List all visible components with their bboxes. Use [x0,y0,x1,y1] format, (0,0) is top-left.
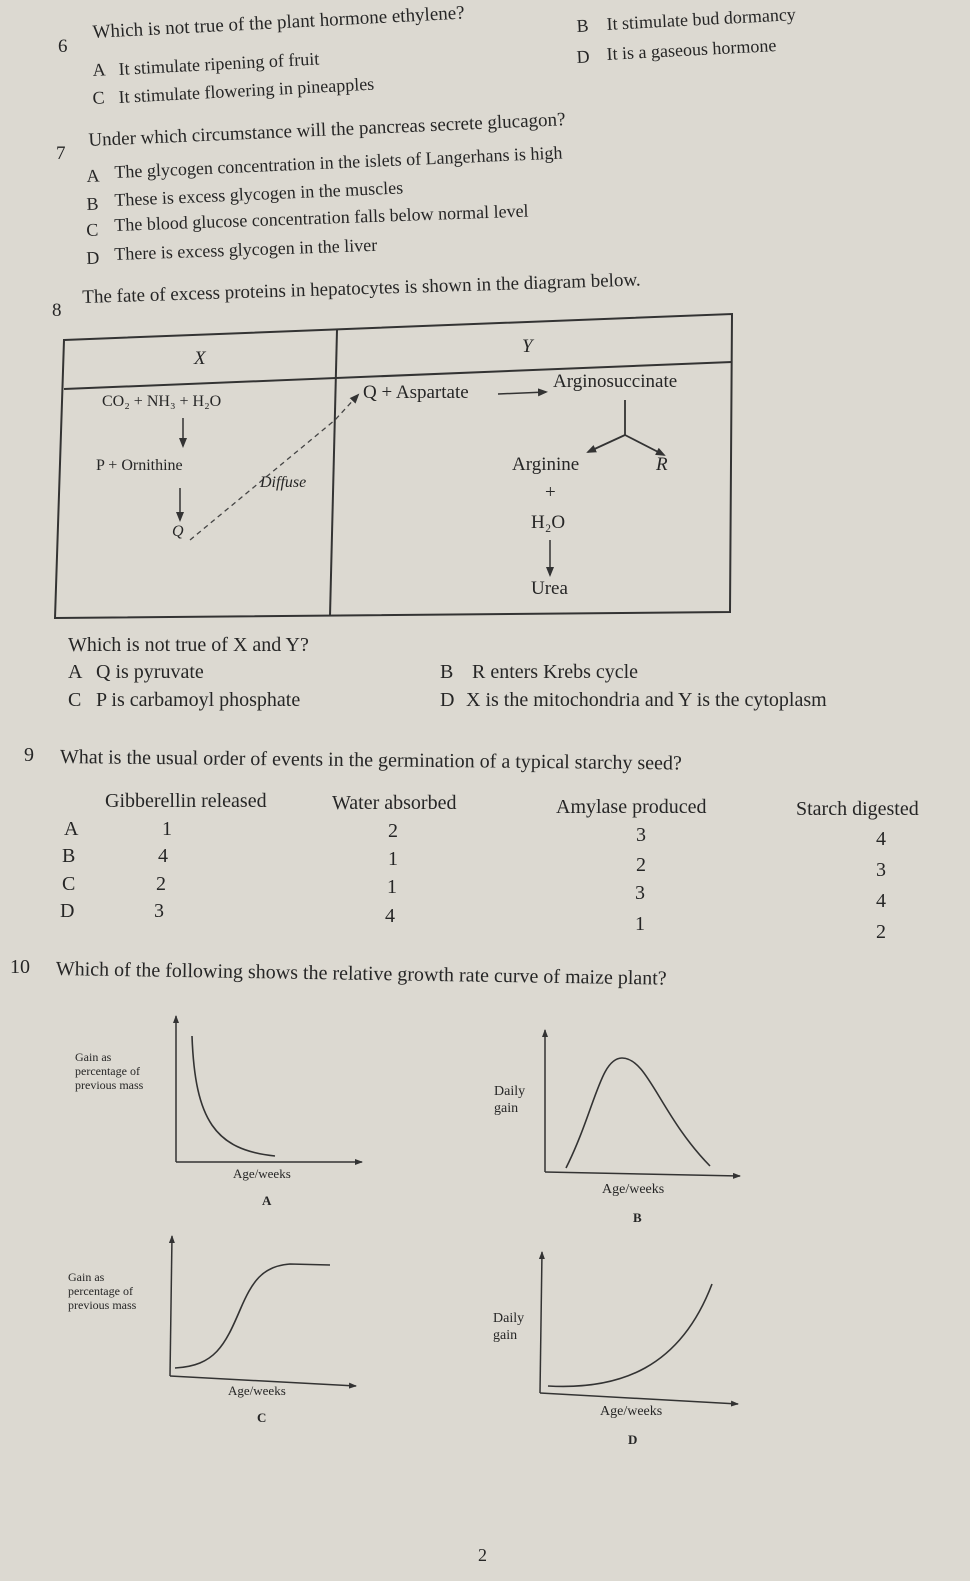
cell-value: 4 [876,890,886,912]
graph-b-curve [566,1058,710,1168]
option-text: X is the mitochondria and Y is the cytoplasm [466,689,827,711]
question-number: 9 [24,744,34,766]
diffuse-label: Diffuse [260,474,307,491]
graph-c-ylabel: Gain as percentage of previous mass [68,1270,137,1312]
option-letter: A [92,59,107,80]
growth-graphs [0,990,970,1460]
graph-a-curve [192,1036,275,1156]
graph-a-letter: A [262,1193,272,1208]
cell-value: 3 [636,824,646,846]
reactants-label: CO₂ + NH₃ + H₂O [102,393,222,410]
row-letter: B [62,845,76,867]
graph-d-letter: D [628,1432,638,1447]
graph-b-x-axis [545,1172,740,1176]
option-text: There is excess glycogen in the liver [114,234,378,264]
option-letter: C [92,87,106,108]
cell-value: 2 [156,873,166,895]
cell-value: 3 [876,859,886,881]
graph-b [545,1030,740,1176]
table-header: Amylase produced [556,796,707,818]
graph-c-curve [175,1264,330,1368]
question-number: 7 [56,143,66,164]
question-text: Which of the following shows the relative growth rate curve of maize plant? [55,958,667,990]
question-number: 10 [10,956,30,978]
option-text: The blood glucose concentration falls below normal level [114,200,529,235]
p-ornithine-label: P + Ornithine [96,457,183,474]
sub-question-text: Which is not true of X and Y? [68,634,309,656]
graph-c [170,1236,356,1386]
graph-d [540,1252,738,1404]
hepatocyte-diagram [0,0,970,640]
arrow-to-arginine [588,435,625,452]
r-label: R [656,454,668,475]
graph-a [176,1016,362,1162]
q-aspartate-label: Q + Aspartate [363,382,469,403]
graph-d-xlabel: Age/weeks [600,1404,663,1419]
question-text: What is the usual order of events in the germination of a typical starchy seed? [59,746,682,775]
arginine-label: Arginine [512,454,580,475]
cell-value: 2 [388,820,398,842]
page-number: 2 [478,1545,487,1565]
cell-value: 3 [154,900,164,922]
option-letter: B [86,193,99,214]
option-letter: C [68,689,82,711]
graph-c-y-axis [170,1236,172,1376]
graph-c-xlabel: Age/weeks [228,1383,286,1398]
option-letter: A [86,165,100,186]
question-text: The fate of excess proteins in hepatocytes is shown in the diagram below. [82,269,641,308]
q-label: Q [172,523,184,540]
graph-b-letter: B [633,1210,642,1225]
option-text: It stimulate bud dormancy [606,4,797,34]
question-text: Under which circumstance will the pancreas secrete glucagon? [88,109,566,151]
graph-d-y-axis [540,1252,542,1393]
row-letter: D [60,900,75,922]
option-text: It is a gaseous hormone [606,35,777,64]
row-letter: A [64,818,79,840]
graph-b-ylabel: Daily gain [494,1084,526,1116]
option-text: It stimulate flowering in pineapples [118,73,375,107]
cell-value: 1 [388,848,398,870]
graph-b-xlabel: Age/weeks [602,1182,665,1197]
cell-value: 1 [387,876,397,898]
graph-d-curve [548,1284,712,1386]
cell-value: 4 [876,828,886,850]
option-text: It stimulate ripening of fruit [118,48,320,79]
table-header: Gibberellin released [105,790,267,812]
graph-d-x-axis [540,1393,738,1404]
option-text: Q is pyruvate [96,661,204,683]
water-label: H₂O [531,512,566,533]
question-number: 6 [58,36,68,57]
column-y-label: Y [522,336,533,357]
arrow-to-r [625,435,664,455]
cell-value: 4 [385,905,395,927]
option-letter: C [86,219,99,240]
question-text: Which is not true of the plant hormone ethylene? [92,2,466,43]
urea-label: Urea [531,578,568,599]
option-text: P is carbamoyl phosphate [96,689,301,711]
column-x-label: X [194,348,206,369]
option-text: The glycogen concentration in the islets of Langerhans is high [114,142,563,182]
graph-d-ylabel: Daily gain [493,1311,525,1343]
graph-a-ylabel: Gain as percentage of previous mass [75,1050,144,1092]
question-number: 8 [52,300,62,321]
table-header: Starch digested [796,798,919,820]
cell-value: 4 [158,845,168,867]
cell-value: 1 [162,818,172,840]
cell-value: 1 [635,913,645,935]
cell-value: 2 [636,854,646,876]
option-letter: B [576,15,590,36]
option-letter: A [68,661,83,683]
cell-value: 3 [635,882,645,904]
plus-sign: + [545,482,556,503]
option-letter: D [86,247,100,268]
arginosuccinate-label: Arginosuccinate [553,371,678,392]
row-letter: C [62,873,76,895]
cell-value: 2 [876,921,886,943]
option-letter: B [440,661,454,683]
option-text: R enters Krebs cycle [472,661,639,683]
graph-a-xlabel: Age/weeks [233,1166,291,1181]
option-letter: D [576,46,591,67]
table-header: Water absorbed [332,792,457,814]
option-letter: D [440,689,455,711]
graph-c-letter: C [257,1410,267,1425]
option-text: These is excess glycogen in the muscles [114,177,404,210]
arrow-to-arginosuccinate [498,392,546,394]
